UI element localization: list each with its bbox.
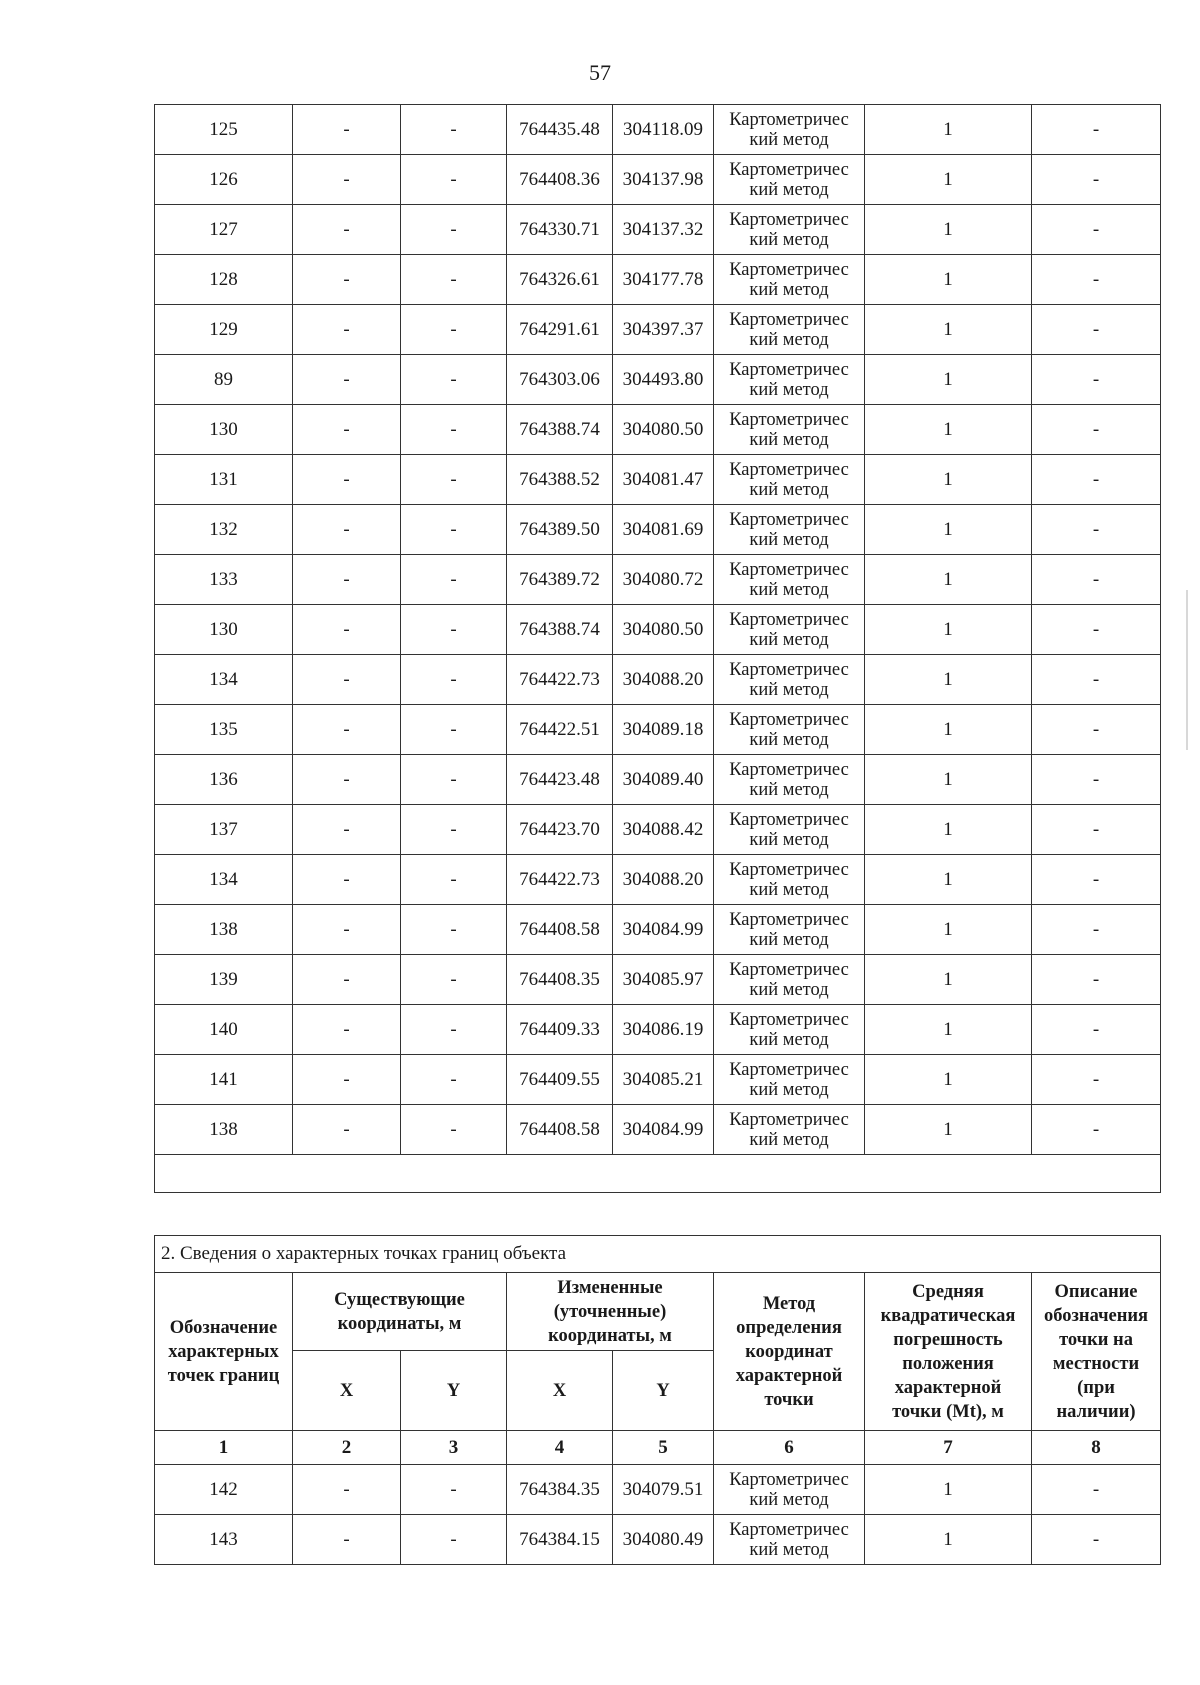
- changed-x-cell: 764388.74: [507, 405, 613, 455]
- existing-y-cell: -: [401, 855, 507, 905]
- column-number-cell: 5: [613, 1431, 714, 1465]
- description-cell: -: [1032, 455, 1161, 505]
- point-id-cell: 89: [155, 355, 293, 405]
- coordinates-table-continued: [154, 104, 1161, 1193]
- table1-row: [155, 855, 1161, 905]
- method-cell: Картометричес кий метод: [714, 105, 865, 155]
- table1-row: [155, 1005, 1161, 1055]
- changed-x-cell: 764330.71: [507, 205, 613, 255]
- point-id-cell: 133: [155, 555, 293, 605]
- changed-x-cell: 764422.73: [507, 855, 613, 905]
- changed-x-cell: 764291.61: [507, 305, 613, 355]
- header-existing-y: Y: [401, 1351, 507, 1431]
- existing-x-cell: -: [293, 255, 401, 305]
- point-id-cell: 130: [155, 405, 293, 455]
- changed-y-cell: 304397.37: [613, 305, 714, 355]
- existing-y-cell: -: [401, 1005, 507, 1055]
- existing-y-cell: -: [401, 1055, 507, 1105]
- existing-x-cell: -: [293, 305, 401, 355]
- mean-error-cell: 1: [865, 1005, 1032, 1055]
- column-number-cell: 8: [1032, 1431, 1161, 1465]
- mean-error-cell: 1: [865, 1055, 1032, 1105]
- point-id-cell: 128: [155, 255, 293, 305]
- method-cell: Картометричес кий метод: [714, 805, 865, 855]
- description-cell: -: [1032, 855, 1161, 905]
- description-cell: -: [1032, 255, 1161, 305]
- point-id-cell: 135: [155, 705, 293, 755]
- existing-y-cell: -: [401, 405, 507, 455]
- mean-error-cell: 1: [865, 755, 1032, 805]
- existing-y-cell: -: [401, 1515, 507, 1565]
- description-cell: -: [1032, 1105, 1161, 1155]
- mean-error-cell: 1: [865, 355, 1032, 405]
- point-id-cell: 129: [155, 305, 293, 355]
- table1-row: [155, 155, 1161, 205]
- changed-y-cell: 304080.50: [613, 405, 714, 455]
- description-cell: -: [1032, 355, 1161, 405]
- description-cell: -: [1032, 955, 1161, 1005]
- mean-error-cell: 1: [865, 955, 1032, 1005]
- description-cell: -: [1032, 555, 1161, 605]
- description-cell: -: [1032, 105, 1161, 155]
- changed-y-cell: 304089.40: [613, 755, 714, 805]
- point-id-cell: 136: [155, 755, 293, 805]
- table1-row: [155, 205, 1161, 255]
- existing-y-cell: -: [401, 1465, 507, 1515]
- method-cell: Картометричес кий метод: [714, 605, 865, 655]
- existing-y-cell: -: [401, 1105, 507, 1155]
- header-changed-coordinates: Измененные (уточненные) координаты, м: [507, 1273, 714, 1351]
- description-cell: -: [1032, 305, 1161, 355]
- point-id-cell: 134: [155, 855, 293, 905]
- column-number-row: [155, 1431, 1161, 1465]
- changed-y-cell: 304493.80: [613, 355, 714, 405]
- existing-y-cell: -: [401, 255, 507, 305]
- description-cell: -: [1032, 605, 1161, 655]
- mean-error-cell: 1: [865, 105, 1032, 155]
- table1-row: [155, 355, 1161, 405]
- method-cell: Картометричес кий метод: [714, 205, 865, 255]
- mean-error-cell: 1: [865, 1105, 1032, 1155]
- method-cell: Картометричес кий метод: [714, 1465, 865, 1515]
- mean-error-cell: 1: [865, 205, 1032, 255]
- changed-y-cell: 304088.20: [613, 855, 714, 905]
- changed-x-cell: 764423.70: [507, 805, 613, 855]
- header-changed-x: X: [507, 1351, 613, 1431]
- existing-x-cell: -: [293, 205, 401, 255]
- changed-x-cell: 764303.06: [507, 355, 613, 405]
- point-id-cell: 138: [155, 905, 293, 955]
- mean-error-cell: 1: [865, 905, 1032, 955]
- changed-x-cell: 764388.52: [507, 455, 613, 505]
- point-id-cell: 137: [155, 805, 293, 855]
- method-cell: Картометричес кий метод: [714, 905, 865, 955]
- column-number-cell: 6: [714, 1431, 865, 1465]
- description-cell: -: [1032, 1005, 1161, 1055]
- mean-error-cell: 1: [865, 805, 1032, 855]
- column-number-cell: 2: [293, 1431, 401, 1465]
- description-cell: -: [1032, 755, 1161, 805]
- table2-row: [155, 1465, 1161, 1515]
- column-number-cell: 4: [507, 1431, 613, 1465]
- mean-error-cell: 1: [865, 155, 1032, 205]
- changed-y-cell: 304088.42: [613, 805, 714, 855]
- existing-y-cell: -: [401, 505, 507, 555]
- table1-row: [155, 755, 1161, 805]
- section-title: 2. Сведения о характерных точках границ объекта: [155, 1236, 1161, 1273]
- existing-x-cell: -: [293, 655, 401, 705]
- changed-y-cell: 304177.78: [613, 255, 714, 305]
- mean-error-cell: 1: [865, 305, 1032, 355]
- method-cell: Картометричес кий метод: [714, 1005, 865, 1055]
- existing-x-cell: -: [293, 455, 401, 505]
- table1-row: [155, 505, 1161, 555]
- table1-row: [155, 555, 1161, 605]
- mean-error-cell: 1: [865, 1515, 1032, 1565]
- point-id-cell: 130: [155, 605, 293, 655]
- changed-y-cell: 304084.99: [613, 905, 714, 955]
- method-cell: Картометричес кий метод: [714, 705, 865, 755]
- changed-y-cell: 304079.51: [613, 1465, 714, 1515]
- method-cell: Картометричес кий метод: [714, 1055, 865, 1105]
- table1-row: [155, 905, 1161, 955]
- changed-y-cell: 304080.72: [613, 555, 714, 605]
- description-cell: -: [1032, 205, 1161, 255]
- table1-row: [155, 455, 1161, 505]
- header-existing-coordinates: Существующие координаты, м: [293, 1273, 507, 1351]
- description-cell: -: [1032, 805, 1161, 855]
- description-cell: -: [1032, 1055, 1161, 1105]
- changed-x-cell: 764384.35: [507, 1465, 613, 1515]
- description-cell: -: [1032, 1515, 1161, 1565]
- existing-x-cell: -: [293, 605, 401, 655]
- existing-x-cell: -: [293, 955, 401, 1005]
- existing-y-cell: -: [401, 355, 507, 405]
- header-mean-error: Средняя квадратическая погрешность положения характерной точки (Mt), м: [865, 1273, 1032, 1431]
- existing-x-cell: -: [293, 405, 401, 455]
- changed-x-cell: 764409.33: [507, 1005, 613, 1055]
- changed-x-cell: 764408.58: [507, 905, 613, 955]
- changed-y-cell: 304081.69: [613, 505, 714, 555]
- changed-y-cell: 304085.97: [613, 955, 714, 1005]
- changed-y-cell: 304084.99: [613, 1105, 714, 1155]
- changed-x-cell: 764389.72: [507, 555, 613, 605]
- method-cell: Картометричес кий метод: [714, 455, 865, 505]
- description-cell: -: [1032, 905, 1161, 955]
- changed-x-cell: 764408.36: [507, 155, 613, 205]
- method-cell: Картометричес кий метод: [714, 155, 865, 205]
- existing-x-cell: -: [293, 1055, 401, 1105]
- changed-x-cell: 764388.74: [507, 605, 613, 655]
- existing-y-cell: -: [401, 105, 507, 155]
- table1-empty-row: [155, 1155, 1161, 1193]
- changed-x-cell: 764389.50: [507, 505, 613, 555]
- point-id-cell: 140: [155, 1005, 293, 1055]
- description-cell: -: [1032, 655, 1161, 705]
- changed-y-cell: 304081.47: [613, 455, 714, 505]
- method-cell: Картометричес кий метод: [714, 1515, 865, 1565]
- point-id-cell: 139: [155, 955, 293, 1005]
- existing-y-cell: -: [401, 605, 507, 655]
- table1-row: [155, 405, 1161, 455]
- existing-y-cell: -: [401, 655, 507, 705]
- existing-x-cell: -: [293, 555, 401, 605]
- existing-x-cell: -: [293, 805, 401, 855]
- point-id-cell: 138: [155, 1105, 293, 1155]
- changed-y-cell: 304080.49: [613, 1515, 714, 1565]
- method-cell: Картометричес кий метод: [714, 355, 865, 405]
- description-cell: -: [1032, 405, 1161, 455]
- point-id-cell: 141: [155, 1055, 293, 1105]
- existing-y-cell: -: [401, 305, 507, 355]
- existing-y-cell: -: [401, 155, 507, 205]
- table1-row: [155, 705, 1161, 755]
- table1-row: [155, 1055, 1161, 1105]
- column-number-cell: 1: [155, 1431, 293, 1465]
- existing-y-cell: -: [401, 555, 507, 605]
- existing-x-cell: -: [293, 1515, 401, 1565]
- existing-y-cell: -: [401, 805, 507, 855]
- existing-x-cell: -: [293, 705, 401, 755]
- table1-row: [155, 605, 1161, 655]
- existing-y-cell: -: [401, 955, 507, 1005]
- point-id-cell: 127: [155, 205, 293, 255]
- method-cell: Картометричес кий метод: [714, 1105, 865, 1155]
- mean-error-cell: 1: [865, 605, 1032, 655]
- changed-x-cell: 764423.48: [507, 755, 613, 805]
- mean-error-cell: 1: [865, 555, 1032, 605]
- header-designation: Обозначение характерных точек границ: [155, 1273, 293, 1431]
- description-cell: -: [1032, 705, 1161, 755]
- point-id-cell: 143: [155, 1515, 293, 1565]
- description-cell: -: [1032, 1465, 1161, 1515]
- existing-x-cell: -: [293, 105, 401, 155]
- existing-y-cell: -: [401, 705, 507, 755]
- mean-error-cell: 1: [865, 1465, 1032, 1515]
- table1-row: [155, 255, 1161, 305]
- header-method: Метод определения координат характерной точки: [714, 1273, 865, 1431]
- method-cell: Картометричес кий метод: [714, 955, 865, 1005]
- page-number: 57: [589, 60, 611, 85]
- existing-x-cell: -: [293, 855, 401, 905]
- method-cell: Картометричес кий метод: [714, 755, 865, 805]
- method-cell: Картометричес кий метод: [714, 305, 865, 355]
- scan-edge-mark: [1186, 590, 1188, 750]
- table1-row: [155, 1105, 1161, 1155]
- table1-row: [155, 305, 1161, 355]
- changed-x-cell: 764326.61: [507, 255, 613, 305]
- column-number-cell: 7: [865, 1431, 1032, 1465]
- mean-error-cell: 1: [865, 505, 1032, 555]
- mean-error-cell: 1: [865, 455, 1032, 505]
- description-cell: -: [1032, 505, 1161, 555]
- changed-y-cell: 304086.19: [613, 1005, 714, 1055]
- point-id-cell: 134: [155, 655, 293, 705]
- existing-y-cell: -: [401, 205, 507, 255]
- mean-error-cell: 1: [865, 705, 1032, 755]
- method-cell: Картометричес кий метод: [714, 855, 865, 905]
- header-changed-y: Y: [613, 1351, 714, 1431]
- existing-x-cell: -: [293, 355, 401, 405]
- method-cell: Картометричес кий метод: [714, 255, 865, 305]
- table1-row: [155, 655, 1161, 705]
- existing-x-cell: -: [293, 155, 401, 205]
- changed-y-cell: 304088.20: [613, 655, 714, 705]
- existing-x-cell: -: [293, 1465, 401, 1515]
- changed-y-cell: 304118.09: [613, 105, 714, 155]
- mean-error-cell: 1: [865, 255, 1032, 305]
- method-cell: Картометричес кий метод: [714, 405, 865, 455]
- mean-error-cell: 1: [865, 405, 1032, 455]
- header-existing-x: X: [293, 1351, 401, 1431]
- changed-y-cell: 304137.98: [613, 155, 714, 205]
- changed-y-cell: 304085.21: [613, 1055, 714, 1105]
- method-cell: Картометричес кий метод: [714, 505, 865, 555]
- table2-row: [155, 1515, 1161, 1565]
- header-description: Описание обозначения точки на местности (при наличии): [1032, 1273, 1161, 1431]
- table1-row: [155, 955, 1161, 1005]
- changed-y-cell: 304137.32: [613, 205, 714, 255]
- existing-x-cell: -: [293, 905, 401, 955]
- changed-x-cell: 764435.48: [507, 105, 613, 155]
- changed-x-cell: 764408.35: [507, 955, 613, 1005]
- description-cell: -: [1032, 155, 1161, 205]
- point-id-cell: 131: [155, 455, 293, 505]
- method-cell: Картометричес кий метод: [714, 555, 865, 605]
- changed-x-cell: 764409.55: [507, 1055, 613, 1105]
- existing-y-cell: -: [401, 755, 507, 805]
- existing-x-cell: -: [293, 505, 401, 555]
- boundary-points-table: [154, 1235, 1161, 1565]
- empty-cell: [155, 1155, 1161, 1193]
- point-id-cell: 126: [155, 155, 293, 205]
- changed-x-cell: 764422.51: [507, 705, 613, 755]
- mean-error-cell: 1: [865, 855, 1032, 905]
- existing-x-cell: -: [293, 755, 401, 805]
- point-id-cell: 132: [155, 505, 293, 555]
- table1-row: [155, 805, 1161, 855]
- point-id-cell: 142: [155, 1465, 293, 1515]
- point-id-cell: 125: [155, 105, 293, 155]
- changed-y-cell: 304089.18: [613, 705, 714, 755]
- existing-y-cell: -: [401, 455, 507, 505]
- mean-error-cell: 1: [865, 655, 1032, 705]
- changed-x-cell: 764384.15: [507, 1515, 613, 1565]
- table1-row: [155, 105, 1161, 155]
- existing-y-cell: -: [401, 905, 507, 955]
- method-cell: Картометричес кий метод: [714, 655, 865, 705]
- existing-x-cell: -: [293, 1005, 401, 1055]
- existing-x-cell: -: [293, 1105, 401, 1155]
- changed-x-cell: 764408.58: [507, 1105, 613, 1155]
- changed-x-cell: 764422.73: [507, 655, 613, 705]
- changed-y-cell: 304080.50: [613, 605, 714, 655]
- column-number-cell: 3: [401, 1431, 507, 1465]
